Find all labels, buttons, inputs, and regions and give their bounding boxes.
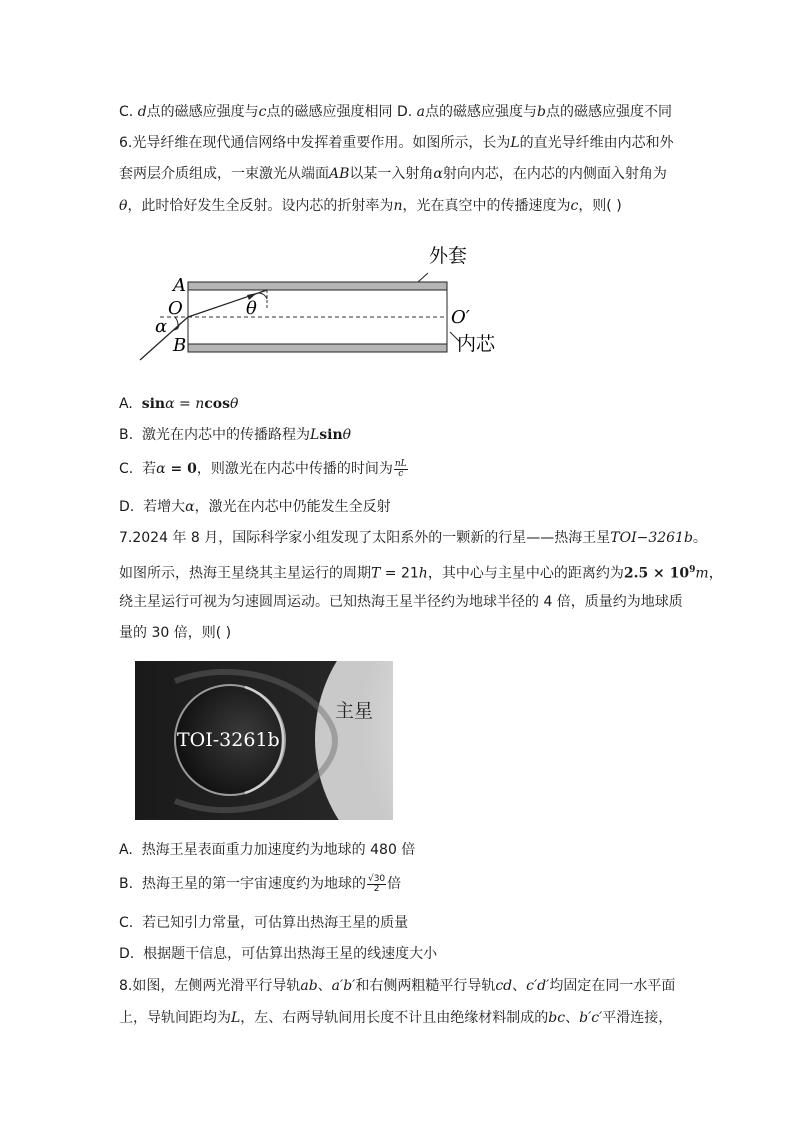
denominator: 2 xyxy=(373,883,380,894)
option-label: A. xyxy=(119,842,133,858)
var-AB: AB xyxy=(329,166,350,182)
option-label: A. xyxy=(119,396,133,412)
q6-stem-line-1 xyxy=(119,133,674,153)
exoplanet-photo xyxy=(135,661,393,820)
text: 如图所示，热海王星绕其主星运行的周期 xyxy=(119,565,371,582)
text: 7.2024 年 8 月，国际科学家小组发现了太阳系外的一颗新的行星——热海王星 xyxy=(119,530,611,546)
text: 点的磁感应强度与 xyxy=(146,104,259,120)
q7-stem-line-4: 量的 30 倍，则( ) xyxy=(119,625,232,641)
text: 激光在内芯中的传播路程为 xyxy=(141,427,310,443)
var-ab: ab xyxy=(300,978,318,994)
q6-option-b xyxy=(119,425,351,445)
var-a: a xyxy=(416,104,425,120)
var-c: c xyxy=(570,198,579,214)
text: 、 xyxy=(512,978,527,994)
var-c-d-prime: c′d′ xyxy=(526,978,550,994)
text: 若已知引力常量，可估算出热海王星的质量 xyxy=(142,915,409,931)
planet-name: TOI−3261b xyxy=(610,530,693,546)
option-label: B. xyxy=(119,876,134,892)
exponent: 9 xyxy=(689,565,696,575)
outer-label: 外套 xyxy=(429,245,468,267)
fraction-sqrt30-over-2 xyxy=(367,875,386,894)
var-theta: θ xyxy=(342,427,352,443)
option-label: B. xyxy=(119,427,134,443)
text: 倍 xyxy=(387,876,402,892)
text: 以某一入射角 xyxy=(349,166,434,182)
q6-stem-line-3 xyxy=(119,196,622,216)
option-label: D. xyxy=(119,946,135,962)
text: 平滑连接， xyxy=(602,1010,673,1026)
text: ，光在真空中的传播速度为 xyxy=(402,198,571,214)
text: = 21 xyxy=(380,565,419,582)
cladding-top xyxy=(188,282,447,290)
var-alpha: α xyxy=(156,461,166,477)
text: 和右侧两粗糙平行导轨 xyxy=(355,978,496,994)
text: ，此时恰好发生全反射。设内芯的折射率为 xyxy=(127,198,394,214)
text: 、 xyxy=(317,978,332,994)
q7-stem-line-1 xyxy=(119,528,707,548)
distance-value: 2.5 × 10 xyxy=(623,565,690,582)
q7-stem-line-2 xyxy=(119,560,723,584)
unit-m: m xyxy=(695,565,709,582)
var-a-b-prime: a′b′ xyxy=(331,978,356,994)
var-b: b xyxy=(537,104,546,120)
text: 、 xyxy=(565,1010,580,1026)
var-alpha: α xyxy=(185,499,195,515)
var-L: L xyxy=(231,1010,241,1026)
q5-option-c-label: C. xyxy=(119,104,134,120)
outer-leader xyxy=(418,273,428,282)
equals: = xyxy=(174,396,196,412)
option-label: C. xyxy=(119,461,134,477)
q7-option-b xyxy=(119,874,401,894)
text: ，激光在内芯中仍能发生全反射 xyxy=(194,499,391,515)
q7-option-c xyxy=(119,913,408,933)
text: 射向内芯，在内芯的内侧面入射角为 xyxy=(442,166,667,182)
numerator: nL xyxy=(394,458,407,469)
text: 热海王星的第一宇宙速度约为地球的 xyxy=(141,876,366,892)
q8-stem-line-1 xyxy=(119,976,675,996)
text: ， xyxy=(708,565,723,582)
optical-fiber-figure xyxy=(135,240,515,365)
q6-option-c xyxy=(119,459,409,479)
text: 点的磁感应强度与 xyxy=(425,104,537,120)
q7-stem-line-3: 绕主星运行可视为匀速圆周运动。已知热海王星半径约为地球半径的 4 倍，质量约为地球质 xyxy=(119,594,683,610)
text: ，则( ) xyxy=(578,198,622,214)
text: 若增大 xyxy=(143,499,186,515)
text: 的直光导纤维由内芯和外 xyxy=(519,135,674,151)
text: 上，导轨间距均为 xyxy=(119,1010,231,1026)
var-L: L xyxy=(309,427,320,443)
var-L: L xyxy=(510,135,520,151)
inner-label: 内芯 xyxy=(457,333,496,355)
var-b-c-prime: b′c′ xyxy=(579,1010,603,1026)
cladding-bottom xyxy=(188,344,447,352)
var-n: n xyxy=(195,396,205,412)
fraction-nL-over-c xyxy=(394,460,408,479)
option-label: C. xyxy=(119,915,134,931)
text: 6.光导纤维在现代通信网络中发挥着重要作用。如图所示，长为 xyxy=(119,135,511,151)
q8-stem-line-2 xyxy=(119,1008,672,1028)
q7-option-a xyxy=(119,840,415,860)
var-theta: θ xyxy=(229,396,239,412)
label-B: B xyxy=(173,335,187,356)
label-O: O xyxy=(168,298,183,319)
var-c: c xyxy=(258,104,267,120)
text: 均固定在同一水平面 xyxy=(549,978,676,994)
var-d: d xyxy=(137,104,147,120)
text: 若 xyxy=(142,461,157,477)
label-theta: θ xyxy=(246,298,257,319)
text: 点的磁感应强度不同 xyxy=(545,104,672,120)
text: 8.如图，左侧两光滑平行导轨 xyxy=(119,978,301,994)
q5-option-c-d-line xyxy=(119,102,672,122)
star-label: 主星 xyxy=(335,700,374,722)
label-alpha: α xyxy=(155,316,168,337)
equals-zero: = 0 xyxy=(165,461,197,477)
var-n: n xyxy=(393,198,403,214)
numerator: √30 xyxy=(367,873,386,884)
text: ，左、右两导轨间用长度不计且由绝缘材料制成的 xyxy=(240,1010,549,1026)
planet-label: TOI-3261b xyxy=(177,729,280,751)
host-star xyxy=(315,661,393,820)
q6-stem-line-2 xyxy=(119,164,667,184)
var-alpha: α xyxy=(165,396,175,412)
var-bc: bc xyxy=(548,1010,566,1026)
var-theta: θ xyxy=(119,198,128,214)
text: 套两层介质组成，一束激光从端面 xyxy=(119,166,329,182)
text: 点的磁感应强度相同 D. xyxy=(266,104,413,120)
var-cd: cd xyxy=(495,978,513,994)
func-sin: sin xyxy=(319,427,343,443)
option-label: D. xyxy=(119,499,135,515)
unit-h: h xyxy=(418,565,428,582)
text: 。 xyxy=(692,530,707,546)
func-cos: cos xyxy=(204,396,230,412)
text: 根据题干信息，可估算出热海王星的线速度大小 xyxy=(143,946,438,962)
q6-option-a xyxy=(119,394,238,414)
text: ，则激光在内芯中传播的时间为 xyxy=(196,461,393,477)
denominator: c xyxy=(398,468,404,479)
var-alpha: α xyxy=(433,166,443,182)
text: ，其中心与主星中心的距离约为 xyxy=(427,565,624,582)
var-T: T xyxy=(371,565,381,582)
text: 热海王星表面重力加速度约为地球的 480 倍 xyxy=(141,842,416,858)
q7-option-d xyxy=(119,944,437,964)
q6-option-d xyxy=(119,497,391,517)
func-sin: sin xyxy=(141,396,166,412)
label-A: A xyxy=(173,275,186,296)
label-O-prime: O′ xyxy=(451,307,470,328)
